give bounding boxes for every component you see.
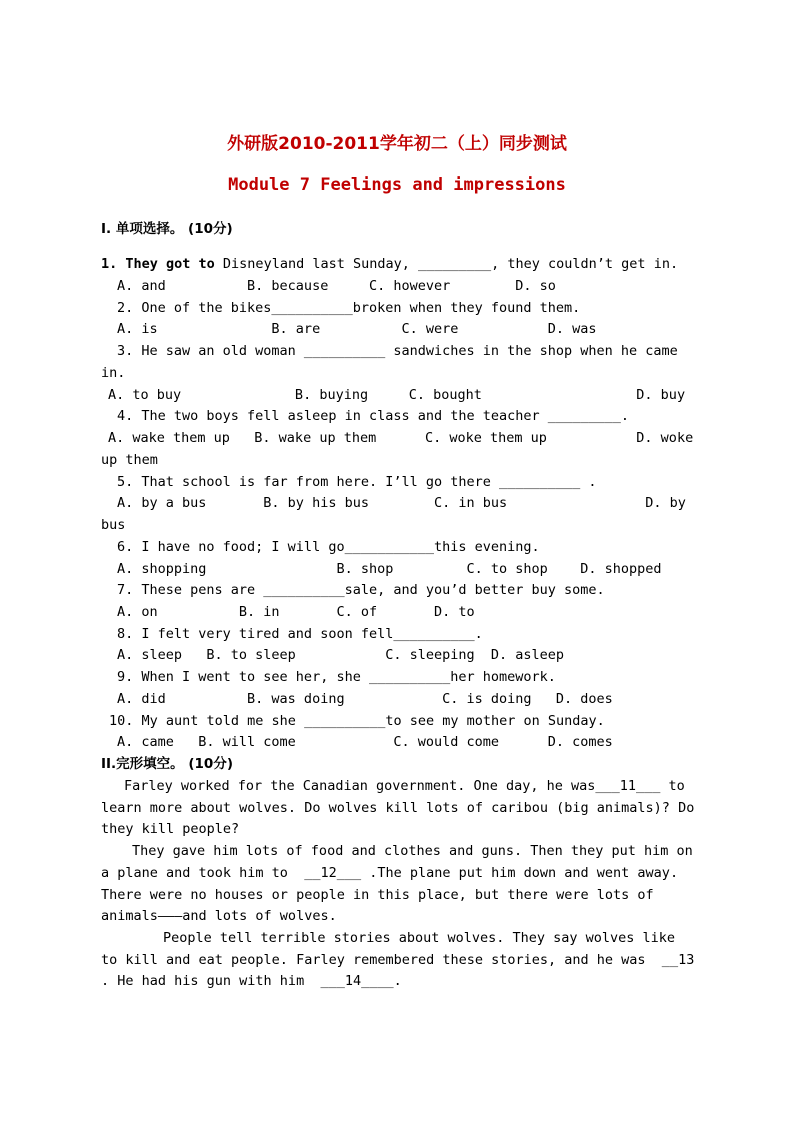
question-3: 3. He saw an old woman __________ sandwiches in the shop when he came — [117, 343, 678, 359]
question-5: 5. That school is far from here. I’ll go there __________ . — [117, 474, 597, 490]
passage-line: People tell terrible stories about wolves. They say wolves like — [163, 930, 676, 946]
module-subtitle: Module 7 Feelings and impressions — [228, 175, 566, 195]
passage-line: Farley worked for the Canadian government. One day, he was___11___ to — [124, 778, 685, 794]
section-heading-1: I. 单项选择。 (10分) — [101, 221, 233, 237]
question-6: 6. I have no food; I will go___________this evening. — [117, 539, 540, 555]
document-title: 外研版2010-2011学年初二（上）同步测试 — [227, 134, 567, 154]
question-2: 2. One of the bikes__________broken when they found them. — [117, 300, 581, 316]
question-4-options: A. wake them up B. wake up them C. woke them up D. woke — [108, 430, 694, 446]
passage-line: . He had his gun with him ___14____. — [101, 973, 402, 989]
question-1-lead: 1. They got to — [101, 256, 215, 272]
question-4: 4. The two boys fell asleep in class and the teacher _________. — [117, 408, 630, 424]
question-5-options: A. by a bus B. by his bus C. in bus D. by — [117, 495, 686, 511]
passage-line: There were no houses or people in this place, but there were lots of — [101, 887, 654, 903]
question-7-options: A. on B. in C. of D. to — [117, 604, 475, 620]
question-9: 9. When I went to see her, she __________her homework. — [117, 669, 556, 685]
question-1 — [101, 255, 678, 273]
question-4-continued: up them — [101, 452, 158, 468]
question-5-continued: bus — [101, 517, 126, 533]
passage-line: they kill people? — [101, 821, 240, 837]
question-1-text: Disneyland last Sunday, _________, they couldn’t get in. — [214, 256, 679, 272]
question-3-continued: in. — [101, 365, 126, 381]
passage-line: They gave him lots of food and clothes and guns. Then they put him on — [132, 843, 693, 859]
question-6-options: A. shopping B. shop C. to shop D. shopped — [117, 561, 662, 577]
passage-line: to kill and eat people. Farley remembered these stories, and he was __13 — [101, 952, 695, 968]
question-10-options: A. came B. will come C. would come D. comes — [117, 734, 613, 750]
passage-line: a plane and took him to __12___ .The plane put him down and went away. — [101, 865, 679, 881]
passage-line: learn more about wolves. Do wolves kill lots of caribou (big animals)? Do — [101, 800, 695, 816]
section-heading-2: II.完形填空。 (10分) — [101, 756, 234, 772]
question-7: 7. These pens are __________sale, and you’d better buy some. — [117, 582, 605, 598]
question-2-options: A. is B. are C. were D. was — [117, 321, 597, 337]
passage-line: animals———and lots of wolves. — [101, 908, 337, 924]
question-8: 8. I felt very tired and soon fell__________. — [117, 626, 483, 642]
question-1-options: A. and B. because C. however D. so — [117, 278, 556, 294]
question-9-options: A. did B. was doing C. is doing D. does — [117, 691, 613, 707]
question-8-options: A. sleep B. to sleep C. sleeping D. asleep — [117, 647, 565, 663]
question-10: 10. My aunt told me she __________to see my mother on Sunday. — [109, 713, 605, 729]
question-3-options: A. to buy B. buying C. bought D. buy — [108, 387, 686, 403]
